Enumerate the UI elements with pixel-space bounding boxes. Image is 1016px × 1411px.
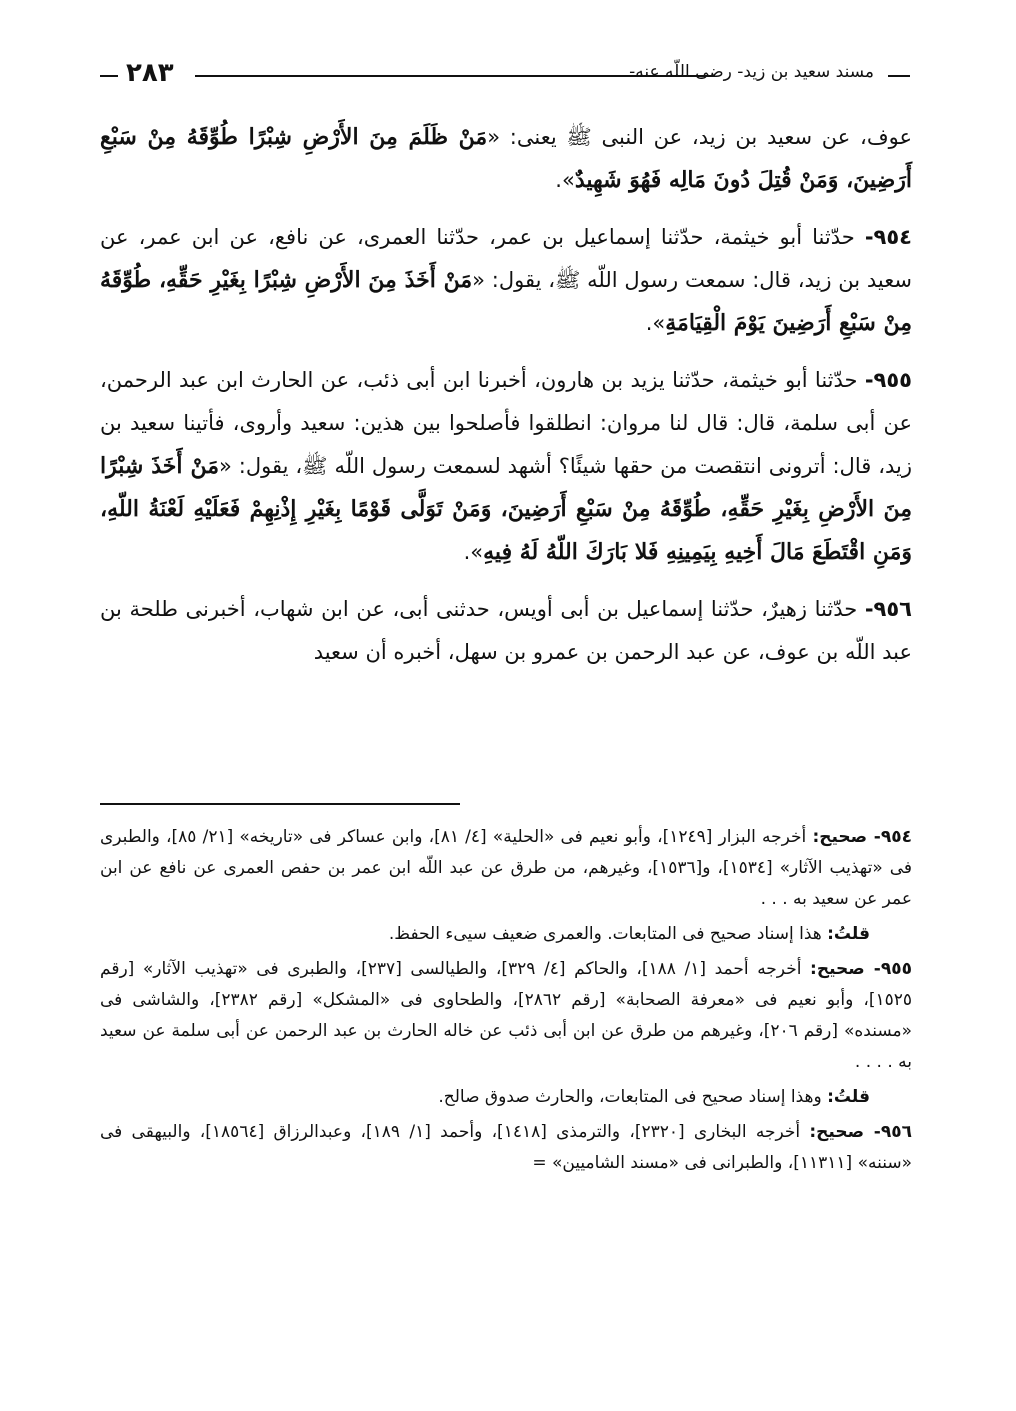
footnote-text: أخرجه البزار [١٢٤٩]، وأبو نعيم فى «الحلية» [٤/ ٨١]، وابن عساكر فى «تاريخه» [٢١/ ٨٥]، والطبرى فى «تهذيب الآثار» [١٥٣٤]، و[١٥٣٦]، وغيرهم، من طرق عن عبد اللّه ابن عمر بن حفص العمرى عن نافع عن ابن عمر عن سعيد به . . . bbox=[100, 827, 912, 909]
hadith-text: مَنْ ظَلَمَ مِنَ الأَرْضِ شِبْرًا طُوِّقَهُ مِنْ سَبْعِ أَرَضِينَ، وَمَنْ قُتِلَ دُونَ مَالِه فَهُوَ شَهِيدٌ bbox=[100, 124, 912, 193]
hadith-number: ٩٥٦- bbox=[864, 597, 912, 621]
note-text: وهذا إسناد صحيح فى المتابعات، والحارث صدوق صالح. bbox=[438, 1087, 828, 1107]
footnote-label: ٩٥٦- صحيح: bbox=[809, 1122, 912, 1142]
footnote-label: ٩٥٤- صحيح: bbox=[812, 827, 912, 847]
paragraph-continuation bbox=[100, 116, 912, 202]
footnote-955-note bbox=[100, 1082, 912, 1113]
page-number: ٢٨٣ bbox=[126, 58, 174, 88]
closing-quote: ». bbox=[555, 168, 575, 192]
note-text: هذا إسناد صحيح فى المتابعات. والعمرى ضعيف سيىء الحفظ. bbox=[388, 924, 828, 944]
running-title: مسند سعيد بن زيد- رضى اللّه عنه- bbox=[629, 62, 874, 82]
footnote-956 bbox=[100, 1117, 912, 1179]
narration-text: حدّثنا أبو خيثمة، حدّثنا إسماعيل بن عمر، حدّثنا العمرى، عن نافع، عن ابن عمر، عن سعيد بن زيد، قال: سمعت رسول اللّه ﷺ، يقول: « bbox=[100, 225, 912, 292]
note-label: قلتُ: bbox=[827, 924, 870, 944]
header-dash-right bbox=[888, 75, 910, 77]
hadith-paragraph-956 bbox=[100, 588, 912, 674]
narration-text: حدّثنا زهيرٌ، حدّثنا إسماعيل بن أبى أويس، حدثنى أبى، عن ابن شهاب، أخبرنى طلحة بن عبد اللّه بن عوف، عن عبد الرحمن بن عمرو بن سهل، أخبره أن سعيد bbox=[100, 597, 912, 664]
hadith-text: مَنْ أَخَذَ شِبْرًا مِنَ الأَرْضِ بِغَيْرِ حَقِّهِ، طُوِّقَهُ مِنْ سَبْعِ أَرَضِينَ، وَمَنْ تَوَلَّى قَوْمًا بِغَيْرِ إِذْنِهِمْ فَعَلَيْهِ لَعْنَةُ اللّهِ، وَمَنِ اقْتَطَعَ مَالَ أَخِيهِ بِيَمِينِهِ فَلا بَارَكَ اللّهُ لَهُ فِيهِ bbox=[100, 453, 912, 565]
hadith-text: مَنْ أَخَذَ مِنَ الأَرْضِ شِبْرًا بِغَيْرِ حَقِّهِ، طُوِّقَهُ مِنْ سَبْعِ أَرَضِينَ يَوْمَ الْقِيَامَةِ bbox=[100, 267, 912, 336]
footnote-label: ٩٥٥- صحيح: bbox=[810, 959, 912, 979]
footnote-955 bbox=[100, 954, 912, 1078]
hadith-number: ٩٥٤- bbox=[864, 225, 912, 249]
hadith-number: ٩٥٥- bbox=[864, 368, 912, 392]
hadith-paragraph-955 bbox=[100, 359, 912, 574]
closing-quote: ». bbox=[463, 540, 484, 564]
footnote-text: أخرجه البخارى [٢٣٢٠]، والترمذى [١٤١٨]، وأحمد [١/ ١٨٩]، وعبدالرزاق [١٨٥٦٤]، والبيهقى فى «سننه» [١١٣١١]، والطبرانى فى «مسند الشاميين» = bbox=[100, 1122, 912, 1173]
header-dash-left bbox=[100, 75, 118, 77]
footnote-separator bbox=[100, 803, 460, 805]
note-label: قلتُ: bbox=[827, 1087, 870, 1107]
footnote-text: أخرجه أحمد [١/ ١٨٨]، والحاكم [٤/ ٣٢٩]، والطيالسى [٢٣٧]، والطبرى فى «تهذيب الآثار» [رقم ١٥٢٥]، وأبو نعيم فى «معرفة الصحابة» [رقم ٢٨٦٢]، والطحاوى فى «المشكل» [رقم ٢٣٨٢]، والشاشى فى «مسنده» [رقم ٢٠٦]، وغيرهم من طرق عن ابن أبى ذئب عن خاله الحارث بن عبد الرحمن عن أبى سلمة عن سعيد به . . . . bbox=[100, 959, 912, 1072]
footnote-954-note bbox=[100, 919, 912, 950]
main-text bbox=[100, 116, 912, 688]
narration-text: عوف، عن سعيد بن زيد، عن النبى ﷺ يعنى: « bbox=[487, 125, 912, 149]
closing-quote: ». bbox=[645, 311, 666, 335]
footnotes bbox=[100, 822, 912, 1183]
footnote-954 bbox=[100, 822, 912, 915]
narration-text: حدّثنا أبو خيثمة، حدّثنا يزيد بن هارون، أخبرنا ابن أبى ذئب، عن الحارث ابن عبد الرحمن، عن أبى سلمة، قال: قال لنا مروان: انطلقوا فأصلحوا بين هذين: سعيد وأروى، فأتينا سعيد بن زيد، قال: أترونى انتقصت من حقها شيئًا؟ أشهد لسمعت رسول اللّه ﷺ، يقول: « bbox=[100, 368, 912, 478]
running-header bbox=[100, 56, 910, 92]
hadith-paragraph-954 bbox=[100, 216, 912, 345]
